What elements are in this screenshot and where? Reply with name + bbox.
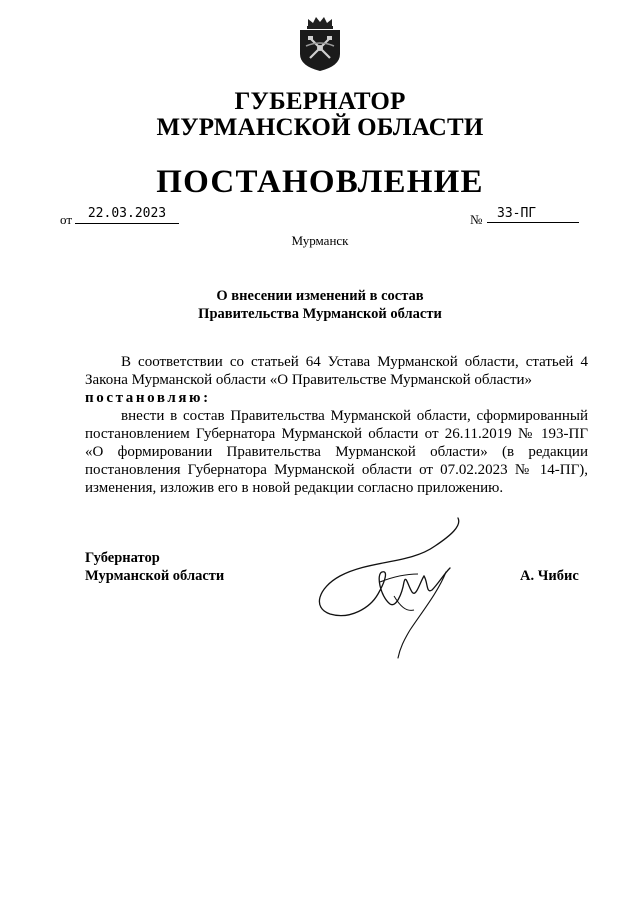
body-paragraph-2: внести в состав Правительства Мурманской области, сформированный постановлением Губернатора Мурманской области от 26.11.2019 № 193-ПГ «О формировании Правительства Мурманской области» (в редакции постановления Губернатора Мурманской области от 07.02.2023 № 14-ПГ), изменения, изложив его в новой редакции согласно приложению. <box>85 408 588 496</box>
decree-word: постановляю: <box>85 390 211 406</box>
subject-line2: Правительства Мурманской области <box>198 306 442 322</box>
org-title-line2: МУРМАНСКОЙ ОБЛАСТИ <box>156 114 484 141</box>
coat-of-arms-icon <box>296 14 344 72</box>
signatory-title-line1: Губернатор <box>85 550 160 566</box>
document-type-title: ПОСТАНОВЛЕНИЕ <box>156 164 484 200</box>
number-label: № <box>470 212 483 227</box>
signer-name: А. Чибис <box>520 568 579 584</box>
org-title-line1: ГУБЕРНАТОР <box>234 88 406 115</box>
city-name: Мурманск <box>291 233 349 248</box>
handwritten-signature-icon <box>310 512 470 662</box>
body-paragraph-1: В соответствии со статьей 64 Устава Мурманской области, статьей 4 Закона Мурманской области «О Правительстве Мурманской области» <box>85 354 588 388</box>
subject-line1: О внесении изменений в состав <box>216 288 424 304</box>
document-date: 22.03.2023 <box>75 205 179 224</box>
date-label: от <box>60 212 73 227</box>
document-number: 33-ПГ <box>487 205 579 223</box>
signatory-title-line2: Мурманской области <box>85 568 225 584</box>
